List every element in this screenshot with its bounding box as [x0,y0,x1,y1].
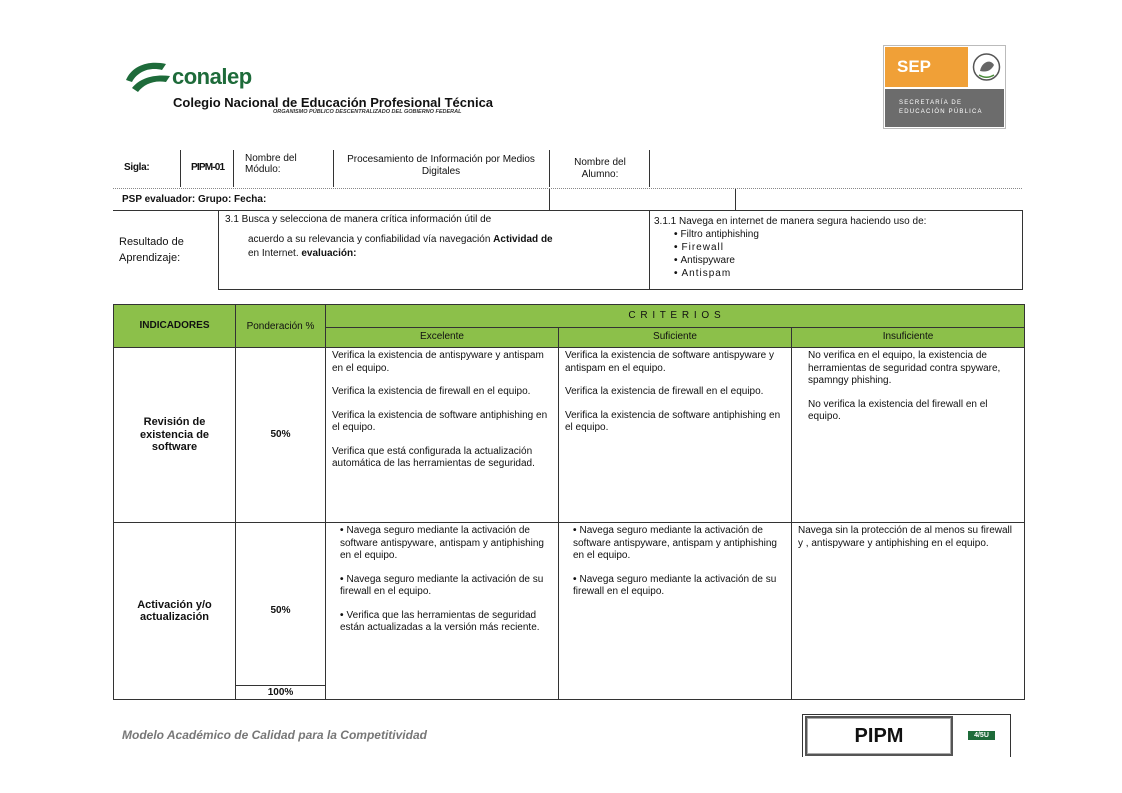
conalep-logo-mark [122,58,172,94]
criterion-text: • Verifica que las herramientas de seguridad están actualizadas a la versión más reciente. [332,610,552,635]
criterion-text: • Navega seguro mediante la activación de su firewall en el equipo. [332,574,552,599]
list-item: • Antispyware [654,254,1014,267]
divider [218,210,219,289]
excelente-cell [326,523,559,700]
sigla-value: PIPM-01 [191,162,225,173]
criterion-text: • Navega seguro mediante la activación de software antispyware, antispam y antiphishing en el equipo. [332,525,552,563]
conalep-wordmark: conalep [172,64,252,89]
suficiente-cell [559,523,792,700]
sep-line-2: EDUCACIÓN PÚBLICA [899,109,983,115]
criterion-text: Verifica la existencia de software antiphishing en el equipo. [332,409,548,433]
criterion-text: • Navega seguro mediante la activación de software antispyware, antispam y antiphishing en el equipo. [565,525,785,563]
divider [1022,210,1023,289]
header-insuficiente: Insuficiente [792,328,1025,348]
ponderacion-value: 50% [270,604,291,616]
sigla-label: Sigla: [124,162,150,173]
insuficiente-cell [792,348,1025,523]
table-row [114,523,1025,700]
resultado-text-line1: 3.1 Busca y selecciona de manera crítica información útil de [225,214,492,225]
divider [333,150,334,187]
actividad-label: Actividad de [493,234,553,245]
conalep-subtitle: ORGANISMO PÚBLICO DESCENTRALIZADO DEL GOBIERNO FEDERAL [273,109,462,115]
mexico-seal-icon [970,47,1003,87]
divider [180,150,181,187]
header-suficiente: Suficiente [559,328,792,348]
sep-wordmark: SEP [885,47,968,87]
header-excelente: Excelente [326,328,559,348]
divider [113,210,1022,211]
criterion-text: • Navega seguro mediante la activación de su firewall en el equipo. [565,574,785,599]
footer-model-text: Modelo Académico de Calidad para la Competitividad [122,728,427,742]
criterion-text: Verifica la existencia de firewall en el equipo. [565,386,764,397]
criterion-text: Verifica la existencia de software antiphishing en el equipo. [565,409,781,433]
header-indicadores: INDICADORES [114,305,236,348]
criterion-text: Navega sin la protección de al menos su firewall y , antispyware y antiphishing en el equipo. [798,525,1012,549]
criterion-text: Verifica la existencia de antispyware y antispam en el equipo. [332,350,544,374]
table-row [114,348,1025,523]
alumno-label: Nombre del Alumno: [574,157,626,180]
modulo-value: Procesamiento de Información por Medios Digitales [347,154,535,177]
list-item: • Firewall [654,241,1014,254]
criterion-text: No verifica en el equipo, la existencia de herramientas de seguridad contra spyware, spamngy phishing. [808,350,1001,386]
divider [218,289,1023,290]
divider [233,150,234,187]
sep-logo [883,45,1006,129]
ponderacion-cell [236,523,326,700]
resultado-text: en Internet. [248,248,302,259]
suficiente-cell [559,348,792,523]
page-badge: 4/5U [968,731,995,740]
divider [649,150,650,187]
indicador-cell: Activación y/o actualización [114,523,236,700]
divider [549,150,550,187]
list-item: • Filtro antiphishing [654,228,1014,241]
divider [649,210,650,289]
resultado-label: Resultado de Aprendizaje: [119,236,184,264]
indicador-cell: Revisión de existencia de software [114,348,236,523]
excelente-cell [326,348,559,523]
sep-subtitle [885,89,1004,127]
criterion-text: Verifica la existencia de software antispyware y antispam en el equipo. [565,350,774,374]
resultado-text: acuerdo a su relevancia y confiabilidad vía navegación [248,234,494,245]
evaluador-line: PSP evaluador: Grupo: Fecha: [122,194,267,205]
divider [735,189,736,210]
resultado-text-line2 [248,234,553,245]
rubric-table [113,304,1025,700]
pipm-label: PIPM [805,716,953,756]
criterion-text: No verifica la existencia del firewall en el equipo. [808,398,988,422]
ponderacion-cell: 50% [236,348,326,523]
divider [549,189,550,210]
actividad-title: 3.1.1 Navega en internet de manera segura haciendo uso de: [654,216,927,227]
divider [113,188,1022,189]
header-ponderacion: Ponderación % [236,305,326,348]
actividad-block [654,215,1014,280]
criterion-text: Verifica que está configurada la actualización automática de las herramientas de seguridad. [332,445,535,469]
total-ponderacion: 100% [236,685,325,699]
sep-line-1: SECRETARÍA DE [899,100,963,106]
criterion-text: Verifica la existencia de firewall en el equipo. [332,386,531,397]
resultado-text-line3 [248,248,356,259]
modulo-label: Nombre del Módulo: [245,153,297,175]
insuficiente-cell [792,523,1025,700]
header-criterios: C R I T E R I O S [326,305,1025,328]
list-item: • Antispam [654,267,1014,280]
evaluacion-label: evaluación: [301,248,357,259]
conalep-full-name: Colegio Nacional de Educación Profesional Técnica [173,95,494,110]
